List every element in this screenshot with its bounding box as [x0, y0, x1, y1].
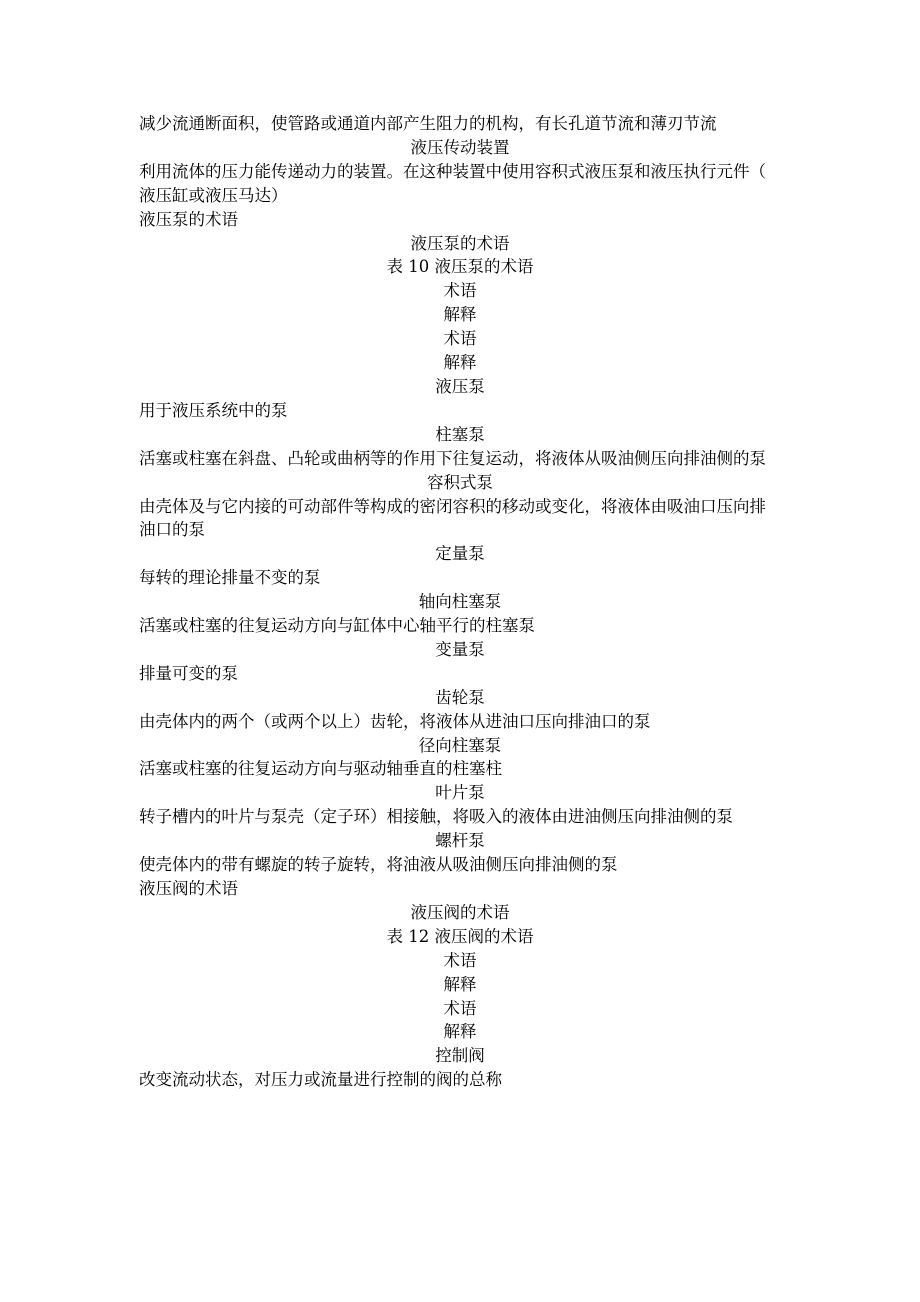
definition-fixed-displacement-pump: 每转的理论排量不变的泵: [139, 568, 321, 588]
term-fixed-displacement-pump: 定量泵: [435, 544, 485, 564]
definition-screw-pump: 使壳体内的带有螺旋的转子旋转，将油液从吸油侧压向排油侧的泵: [139, 855, 618, 875]
section-title-pump-terms: 液压泵的术语: [139, 209, 238, 229]
term-plunger-pump: 柱塞泵: [435, 424, 485, 444]
term-radial-plunger-pump: 径向柱塞泵: [418, 735, 502, 755]
paragraph-throttle-definition: 减少流通断面积，使管路或通道内部产生阻力的机构，有长孔道节流和薄刃节流: [139, 114, 717, 133]
table-header-explanation: 解释: [443, 353, 477, 373]
heading-hydraulic-transmission: 液压传动装置: [410, 137, 510, 157]
heading-pump-terms: 液压泵的术语: [410, 233, 510, 253]
table-caption-10: 表 10 液压泵的术语: [386, 257, 534, 277]
table-header-term: 术语: [443, 329, 477, 349]
definition-gear-pump: 由壳体内的两个（或两个以上）齿轮，将液体从进油口压向排油口的泵: [139, 711, 651, 731]
definition-axial-plunger-pump: 活塞或柱塞的往复运动方向与缸体中心轴平行的柱塞泵: [139, 616, 535, 636]
definition-positive-displacement-pump: 由壳体及与它内接的可动部件等构成的密闭容积的移动或变化，将液体由吸油口压向排油口的泵: [139, 496, 766, 540]
term-axial-plunger-pump: 轴向柱塞泵: [418, 592, 502, 612]
table-header-term: 术语: [443, 950, 477, 970]
term-positive-displacement-pump: 容积式泵: [427, 472, 493, 492]
term-vane-pump: 叶片泵: [435, 783, 485, 803]
table-header-explanation: 解释: [443, 305, 477, 325]
section-title-valve-terms: 液压阀的术语: [139, 879, 238, 898]
heading-valve-terms: 液压阀的术语: [410, 902, 510, 922]
term-screw-pump: 螺杆泵: [435, 831, 485, 851]
table-header-term: 术语: [443, 281, 477, 301]
term-hydraulic-pump: 液压泵: [435, 376, 485, 396]
definition-variable-displacement-pump: 排量可变的泵: [139, 663, 238, 683]
table-caption-12: 表 12 液压阀的术语: [386, 926, 534, 946]
definition-control-valve: 改变流动状态，对压力或流量进行控制的阀的总称: [139, 1070, 502, 1090]
definition-radial-plunger-pump: 活塞或柱塞的往复运动方向与驱动轴垂直的柱塞柱: [139, 759, 502, 779]
term-gear-pump: 齿轮泵: [435, 687, 485, 707]
definition-vane-pump: 转子槽内的叶片与泵壳（定子环）相接触，将吸入的液体由进油侧压向排油侧的泵: [139, 807, 733, 827]
table-header-term: 术语: [443, 998, 477, 1018]
definition-plunger-pump: 活塞或柱塞在斜盘、凸轮或曲柄等的作用下往复运动，将液体从吸油侧压向排油侧的泵: [139, 448, 766, 468]
paragraph-transmission-definition: 利用流体的压力能传递动力的装置。在这种装置中使用容积式液压泵和液压执行元件（液压缸或液压马达）: [139, 161, 766, 205]
term-control-valve: 控制阀: [435, 1046, 485, 1066]
table-header-explanation: 解释: [443, 1022, 477, 1042]
table-header-explanation: 解释: [443, 974, 477, 994]
document-page: [139, 112, 781, 1092]
definition-hydraulic-pump: 用于液压系统中的泵: [139, 400, 288, 420]
term-variable-displacement-pump: 变量泵: [435, 639, 485, 659]
